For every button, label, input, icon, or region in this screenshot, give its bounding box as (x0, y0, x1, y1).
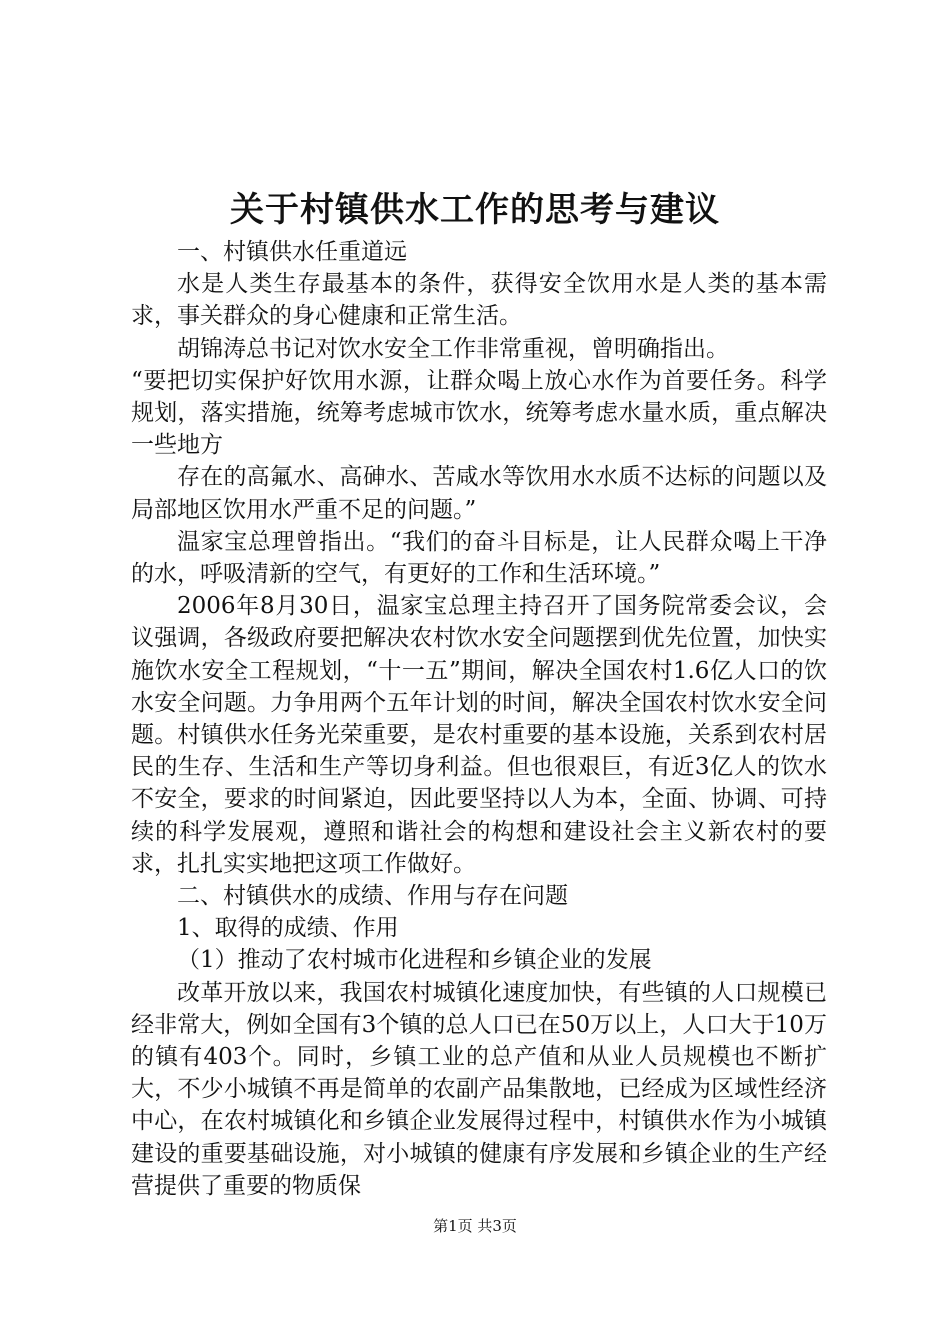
section-heading: 一、村镇供水任重道远 (177, 239, 407, 265)
paragraph: 存在的高氟水、高砷水、苦咸水等饮用水水质不达标的问题以及局部地区饮用水严重不足的问题。” (131, 464, 827, 523)
page-footer: 第1页 共3页 (433, 1217, 517, 1235)
document-title: 关于村镇供水工作的思考与建议 (230, 190, 720, 230)
subsection-heading: （1）推动了农村城市化进程和乡镇企业的发展 (177, 947, 652, 974)
paragraph: 胡锦涛总书记对饮水安全工作非常重视，曾明确指出。 (177, 335, 729, 362)
paragraph: 水是人类生存最基本的条件，获得安全饮用水是人类的基本需求，事关群众的身心健康和正常生活。 (131, 271, 827, 330)
section-heading: 二、村镇供水的成绩、作用与存在问题 (177, 883, 568, 910)
paragraph: 改革开放以来，我国农村城镇化速度加快，有些镇的人口规模已经非常大，例如全国有3个镇的总人口已在50万以上，人口大于10万的镇有403个。同时，乡镇工业的总产值和从业人员规模也不断扩大，不少小城镇不再是简单的农副产品集散地，已经成为区域性经济中心，在农村城镇化和乡镇企业发展得过程中，村镇供水作为小城镇建设的重要基础设施，对小城镇的健康有序发展和乡镇企业的生产经营提供了重要的物质保 (131, 979, 827, 1199)
paragraph: 2006年8月30日，温家宝总理主持召开了国务院常委会议，会议强调，各级政府要把解决农村饮水安全问题摆到优先位置，加快实施饮水安全工程规划，“十一五”期间，解决全国农村1.6亿人口的饮水安全问题。力争用两个五年计划的时间，解决全国农村饮水安全问题。村镇供水任务光荣重要，是农村重要的基本设施，关系到农村居民的生存、生活和生产等切身利益。但也很艰巨，有近3亿人的饮水不安全，要求的时间紧迫，因此要坚持以人为本，全面、协调、可持续的科学发展观，遵照和谐社会的构想和建设社会主义新农村的要求，扎扎实实地把这项工作做好。 (131, 593, 827, 877)
subsection-heading: 1、取得的成绩、作用 (177, 915, 399, 942)
document-body (131, 236, 827, 1202)
paragraph: 温家宝总理曾指出。“我们的奋斗目标是，让人民群众喝上干净的水，呼吸清新的空气，有更好的工作和生活环境。” (131, 528, 827, 588)
paragraph: “要把切实保护好饮用水源，让群众喝上放心水作为首要任务。科学规划，落实措施，统筹考虑城市饮水，统筹考虑水量水质，重点解决一些地方 (131, 367, 827, 459)
